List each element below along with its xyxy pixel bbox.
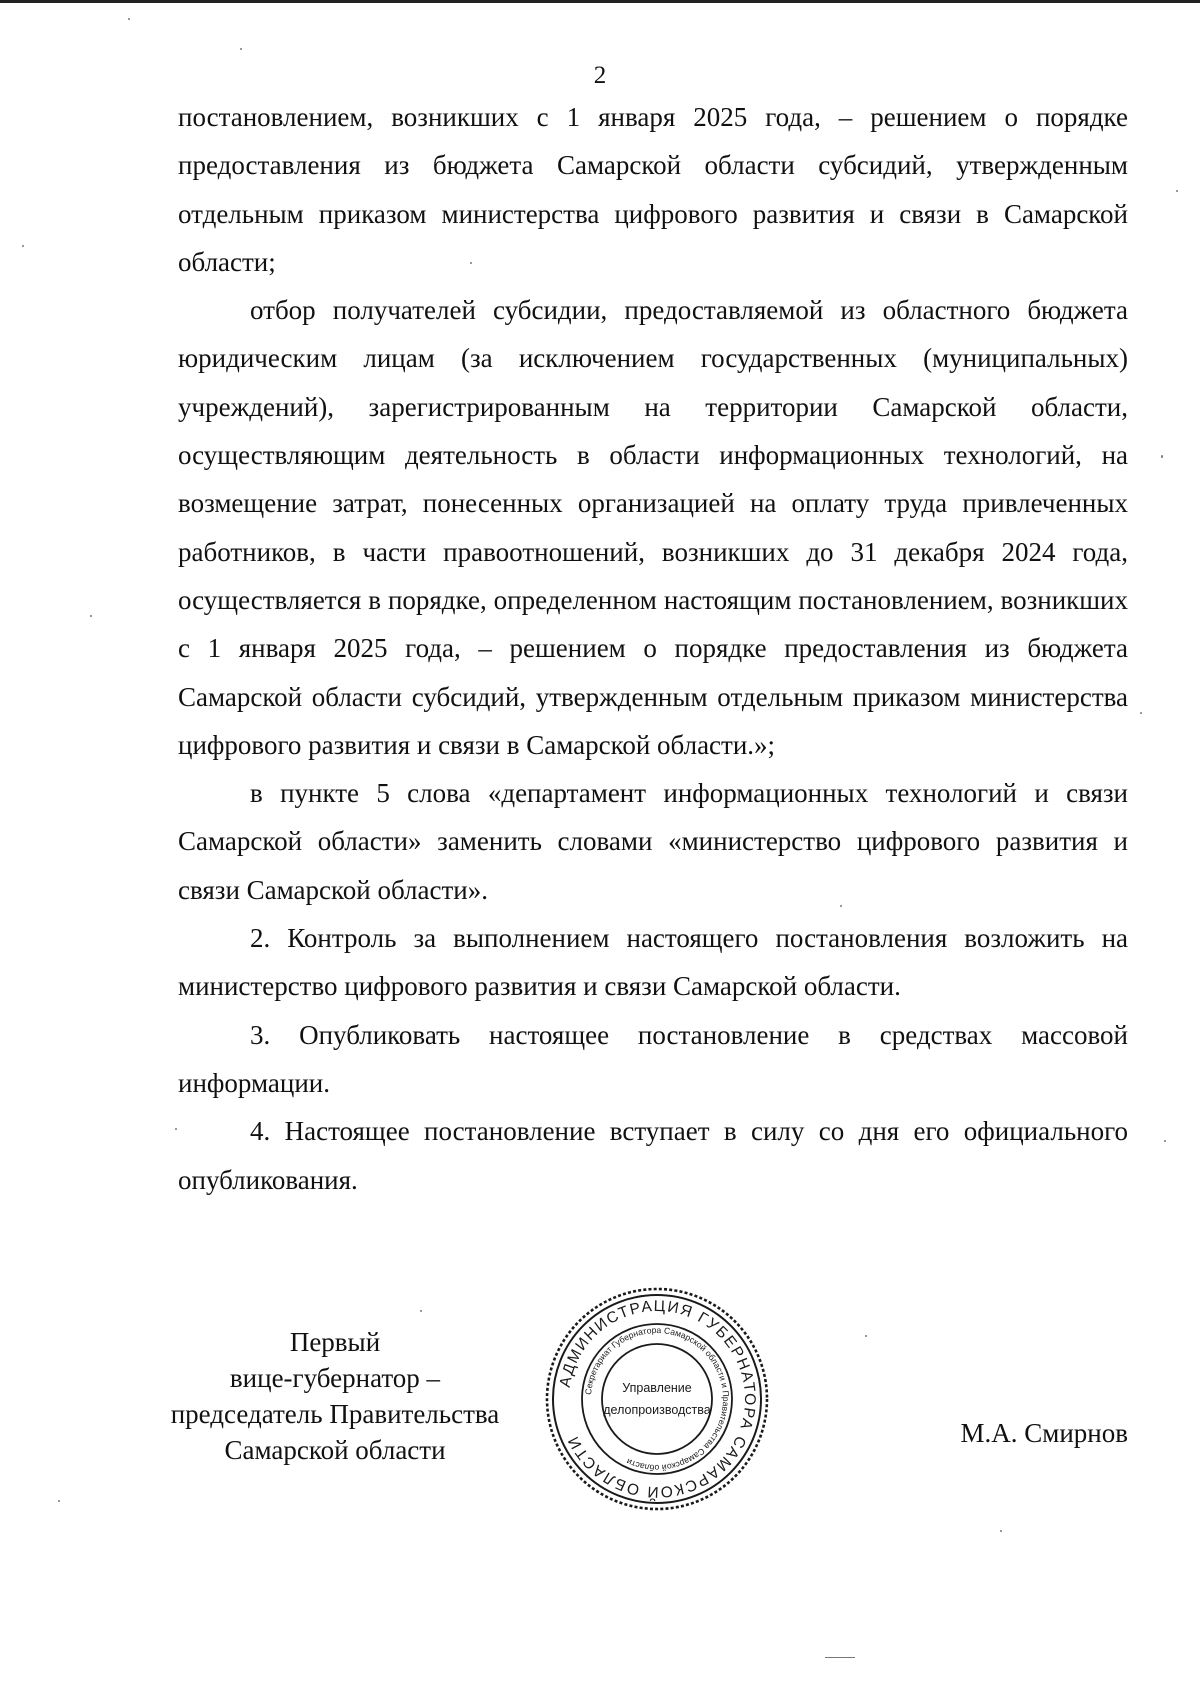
paragraph-point-5-amendment: в пункте 5 слова «департамент информационных технологий и связи Самарской области» заменить словами «министерство цифрового развития и связи Самарской области». bbox=[178, 778, 1128, 905]
signatory-position-line: председатель Правительства bbox=[170, 1399, 500, 1429]
page-number: 2 bbox=[593, 62, 607, 89]
scan-speck bbox=[865, 1335, 867, 1337]
seal-center-line: делопроизводства bbox=[603, 1403, 711, 1417]
scan-speck bbox=[58, 1500, 60, 1502]
paragraph-item-3-publish: 3. Опубликовать настоящее постановление в средствах массовой информации. bbox=[178, 1019, 1128, 1098]
scan-speck bbox=[1161, 455, 1163, 458]
scan-speck bbox=[825, 1657, 855, 1658]
paragraph-selection-subsidy: отбор получателей субсидии, предоставляемой из областного бюджета юридическим лицам (за исключением государственных (муниципальных) учреждений), зарегистрированным на территории Самарской области, осуществляющим деятельность в области информационных технологий, на возмещение затрат, понесенных организацией на оплату труда привлеченных работников, в части правоотношений, возникших до 31 декабря 2024 года, осуществляется в порядке, определенном настоящим постановлением, возникших с 1 января 2025 года, – решением о порядке предоставления из бюджета Самарской области субсидий, утвержденным отдельным приказом министерства цифрового развития и связи в Самарской области.»; bbox=[178, 295, 1128, 760]
official-seal bbox=[545, 1287, 769, 1511]
scan-speck bbox=[90, 615, 92, 617]
scan-speck bbox=[1140, 712, 1142, 714]
top-border-line bbox=[0, 0, 1200, 3]
document-body bbox=[178, 93, 1128, 1204]
scan-speck bbox=[22, 245, 24, 247]
scan-speck bbox=[1164, 1140, 1166, 1142]
signatory-position-line: Самарской области bbox=[224, 1435, 446, 1465]
seal-center-line: Управление bbox=[622, 1381, 692, 1395]
signatory-position bbox=[150, 1324, 520, 1468]
signatory-name: М.А. Смирнов bbox=[960, 1418, 1128, 1448]
scan-speck bbox=[128, 18, 130, 20]
signatory-position-line: вице-губернатор – bbox=[229, 1363, 441, 1393]
paragraph-item-4-effective: 4. Настоящее постановление вступает в силу со дня его официального опубликования. bbox=[178, 1116, 1128, 1195]
scan-speck bbox=[1000, 1530, 1002, 1532]
scan-speck bbox=[1176, 190, 1178, 192]
scan-speck bbox=[240, 48, 242, 50]
paragraph-item-2-control: 2. Контроль за выполнением настоящего постановления возложить на министерство цифрового развития и связи Самарской области. bbox=[178, 923, 1128, 1002]
seal-outer-text: АДМИНИСТРАЦИЯ ГУБЕРНАТОРА САМАРСКОЙ ОБЛАСТИ bbox=[556, 1297, 759, 1501]
scan-speck bbox=[175, 1128, 177, 1130]
scan-speck bbox=[420, 1310, 422, 1312]
paragraph-continuation: постановлением, возникших с 1 января 2025 года, – решением о порядке предоставления из бюджета Самарской области субсидий, утвержденным отдельным приказом министерства цифрового развития и связи в Самарской области; bbox=[178, 102, 1128, 277]
signatory-position-line: Первый bbox=[289, 1327, 381, 1357]
seal-inner-text: Секретариат Губернатора Самарской области и Правительства Самарской области bbox=[583, 1324, 732, 1474]
